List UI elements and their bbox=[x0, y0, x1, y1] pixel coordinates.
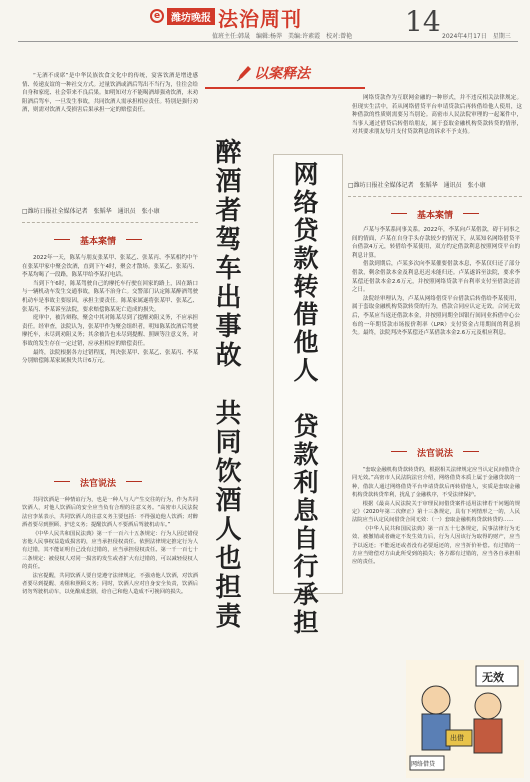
page-header bbox=[0, 0, 530, 44]
banner-label: 以案释法 bbox=[254, 66, 310, 82]
right-facts bbox=[352, 226, 520, 338]
left-intro-text: “无酒不成席”是中华民族饮食文化中的传统，宴客饮酒是增进感情、传递友谊的一种社交方式。过量饮酒或酒后驾出不当行为，往往会给自身和家庭、社会带来不良后果。如明知对方不能喝酒却强劝饮酒，未劝阻酒后驾车，一旦发生事故，共同饮酒人需承担相应责任。特别是强行劝酒，则需对饮酒人受损害后果承担一定的赔偿责任。 bbox=[22, 73, 199, 114]
newspaper-logo bbox=[150, 6, 215, 26]
left-legal-title: 法官说法 bbox=[58, 476, 138, 489]
newspaper-name: 潍坊晚报 bbox=[167, 8, 215, 25]
left-facts-para: 庭审中，被告辩称，聚会中其对陈某尽到了提醒劝阻义务，不应承担责任。经审查，法院认为，张某甲作为聚会组织者，明知陈某饮酒后驾驶摩托车，未尽到劝阻义务；其余被告也未尽到提醒、照顾等注意义务，对事故的发生存在一定过错，应承担相应的赔偿责任。 bbox=[22, 315, 199, 347]
left-headline: 醉酒者驾车出事故 共同饮酒人也担责 bbox=[211, 138, 241, 631]
right-byline: □潍坊日报社全媒体记者 张韬华 通讯员 张小康 bbox=[348, 182, 486, 189]
right-intro-text: 网络贷款作为互联网金融的一种形式，并不违反相关法律规定。但现实生活中，若从网络借贷平台申请贷款后再转借给他人使用，这种借款的性质则需要另当别论。高密市人民法院审理的一起案件中，当事人通过借贷后转借给朋友，属于套取金融机构贷款转贷的情形，对其要求朋友每月支付贷款利息的诉求不予支持。 bbox=[352, 95, 522, 136]
divider bbox=[22, 222, 198, 223]
logo-icon: e bbox=[150, 9, 164, 23]
right-legal-para: 《中华人民共和国民法典》第一百五十七条规定，民事法律行为无效、被撤销或者确定不发生效力后，行为人因该行为取得的财产，应当予以返还；不能返还或者没有必要返还的，应当折价补偿。有过错的一方应当赔偿对方由此所受到的损失；各方都有过错的，应当各自承担相应的责任。 bbox=[352, 525, 520, 566]
header-rule bbox=[18, 41, 518, 42]
right-legal-para: 根据《最高人民法院关于审理民间借贷案件适用法律若干问题的规定》（2020年第二次修正）第十三条规定，具有下列情形之一的，人民法院应当认定民间借贷合同无效：（一）套取金融机构贷款转贷的…… bbox=[352, 500, 520, 524]
left-facts-para: 当到下午6时，陈某驾驶自己的摩托车行驶在回家的路上，因在路口与一辆机动车发生交通事故，陈某不治身亡。交警部门认定陈某醉酒驾驶机动车是事故主要原因，承担主要责任。陈某家属遂将张某甲、张某乙、张某丙、李某诉至法院，要求赔偿陈某死亡造成的损失。 bbox=[22, 280, 199, 313]
left-legal-para: 《中华人民共和国民法典》第一千一百六十五条规定：行为人因过错侵害他人民事权益造成损害的，应当承担侵权责任。依照法律规定推定行为人有过错，其不能证明自己没有过错的，应当承担侵权责任。第一千一百七十三条规定：被侵权人对同一损害的发生或者扩大有过错的，可以减轻侵权人的责任。 bbox=[22, 530, 198, 571]
left-byline: □潍坊日报社全媒体记者 张韬华 通讯员 张小康 bbox=[22, 208, 160, 215]
left-facts-para: 最终，法院根据各方过错程度，判决张某甲、张某乙、张某丙、李某分别赔偿陈某家属损失共计6万元。 bbox=[22, 349, 199, 365]
left-legal-para: 法官提醒，共同饮酒人要自觉遵守法律规定，不强劝他人饮酒，对饮酒者要尽到提醒、劝阻和照顾义务；同时，饮酒人应对自身安全负责，饮酒后切勿驾驶机动车，以免酿成悲剧，给自己和他人造成不可挽回的损失。 bbox=[22, 572, 198, 596]
left-headline-box bbox=[200, 138, 270, 658]
right-headline-box bbox=[273, 154, 343, 637]
right-headline: 网络贷款转借他人 贷款利息自行承担 bbox=[290, 161, 319, 637]
pen-icon bbox=[236, 64, 252, 82]
right-legal bbox=[352, 466, 520, 567]
illus-label-lend: 出借 bbox=[450, 734, 464, 742]
illus-label-invalid: 无效 bbox=[482, 671, 504, 684]
left-legal bbox=[22, 496, 198, 597]
divider bbox=[348, 196, 522, 197]
right-legal-title: 法官说法 bbox=[395, 446, 475, 459]
cartoon-illustration bbox=[406, 660, 524, 778]
right-facts-para: 借款到期后，卢某多次向李某催要借款本息，李某仅归还了部分借款，剩余借款本金及利息迟迟未能归还。卢某遂诉至法院，要求李某偿还借款本金2.6万元，并按照网络贷款平台利率支付至借款还清之日。 bbox=[352, 261, 520, 294]
illus-label-netloan: 网络借贷 bbox=[411, 761, 436, 768]
issue-date: 2024年4月17日 星期三 bbox=[442, 33, 511, 40]
column-banner bbox=[236, 62, 336, 84]
right-legal-para: “套取金融机构贷款转贷的，根据相关法律规定应当认定民间借贷合同无效。”高密市人民法院法官介绍，网络借贷本质上属于金融贷款的一种，借款人通过网络借贷平台申请贷款后再转借他人，实质是套取金融机构贷款转贷牟利，扰乱了金融秩序，不受法律保护。 bbox=[352, 467, 520, 499]
left-legal-para: 共同饮酒是一种情谊行为，也是一种人与人产生交往的行为，作为共同饮酒人，对他人饮酒后的安全应当负有合理的注意义务。“高密市人民法院法官李某表示，共同饮酒人的注意义务主要包括：不得强迫他人饮酒；对醉酒者要尽到照顾、护送义务；提醒饮酒人不要酒后驾驶机动车。” bbox=[22, 497, 198, 529]
right-facts-para: 卢某与李某系同事关系。2022年，李某向卢某借款，碍于同事之间的情面，卢某在自身手头存款较少的情况下，从某知名网络借贷平台借款4万元，转借给李某使用，双方约定借款利息按照网贷平台的利息计算。 bbox=[352, 227, 520, 259]
right-facts-para: 法院经审理认为，卢某从网络借贷平台借款后转借给李某使用，属于套取金融机构贷款转贷的行为，借款合同应认定无效。合同无效后，李某应当返还借款本金，并按照同期全国银行间同业拆借中心公布的一年期贷款市场报价利率（LPR）支付资金占用期间的利息损失。最终，法院判决李某偿还卢某借款本金2.6万元及相应利息。 bbox=[352, 295, 520, 337]
editor-credits: 值班主任:韩晟 编辑:杨莽 美编:许素霞 校对:曾艳 bbox=[212, 33, 353, 40]
right-facts-title: 基本案情 bbox=[395, 208, 475, 221]
right-intro bbox=[352, 94, 522, 137]
left-facts-para: 2022年一天，陈某与朋友张某甲、张某乙、张某丙、李某相约中午在张某甲家中聚会饮酒，直到下午4时，聚会才散场。张某乙、张某丙、李某均喝了一段路，陈某甲给李某打电话。 bbox=[22, 255, 198, 279]
left-facts bbox=[22, 254, 198, 366]
left-facts-title: 基本案情 bbox=[58, 234, 138, 247]
section-title: 法治周刊 bbox=[218, 7, 302, 31]
banner-rule bbox=[205, 87, 365, 89]
page-number: 14 bbox=[405, 5, 441, 38]
left-intro bbox=[22, 72, 198, 115]
